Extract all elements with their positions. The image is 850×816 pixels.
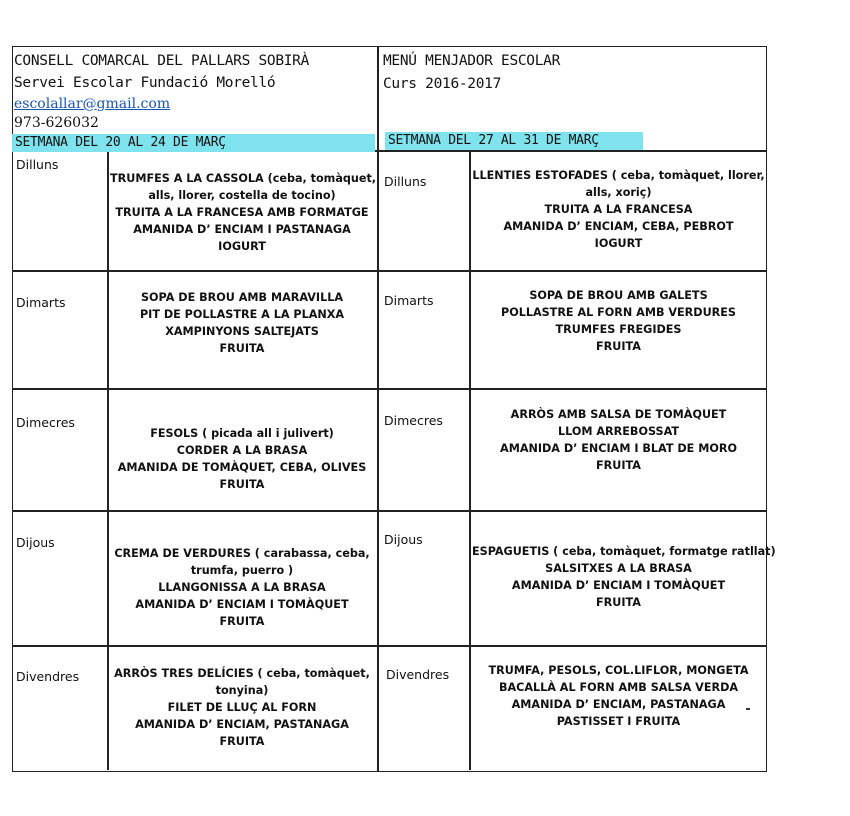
menu-item: TRUMFA, PESOLS, COL.LIFLOR, MONGETA [488, 664, 749, 677]
menu-item: SOPA DE BROU AMB MARAVILLA [140, 291, 343, 304]
menu-item: LLANGONISSA A LA BRASA [158, 581, 326, 594]
menu-title: MENÚ MENJADOR ESCOLAR [383, 53, 561, 69]
row-divider-4 [12, 645, 767, 647]
right-day-column-divider [469, 150, 471, 770]
menu-item: TRUMFES FREGIDES [555, 323, 682, 336]
week1-dilluns-day: Dilluns [16, 157, 59, 172]
menu-item: AMANIDA D’ ENCIAM I BLAT DE MORO [500, 442, 737, 455]
menu-item: XAMPINYONS SALTEJATS [165, 325, 319, 338]
menu-item: AMANIDA D’ ENCIAM, PASTANAGA [511, 698, 726, 711]
row-divider-1 [12, 270, 767, 272]
menu-item: SALSITXES A LA BRASA [545, 562, 692, 575]
menu-item: PASTISSET I FRUITA [556, 715, 681, 728]
menu-item: LLENTIES ESTOFADES ( ceba, tomàquet, llorer, [472, 169, 765, 182]
menu-item: FRUITA [219, 478, 265, 491]
menu-item: FRUITA [596, 459, 641, 472]
menu-item: AMANIDA D’ ENCIAM I PASTANAGA [133, 223, 351, 236]
week1-dimarts-menu [110, 289, 374, 357]
week1-divendres-day: Divendres [16, 669, 80, 684]
menu-item: LLOM ARREBOSSAT [558, 425, 679, 438]
menu-item: FRUITA [596, 340, 641, 353]
menu-item: SOPA DE BROU AMB GALETS [529, 289, 708, 302]
center-divider [377, 46, 379, 772]
menu-item: ARRÒS TRES DELÍCIES ( ceba, tomàquet, [114, 667, 370, 680]
menu-item: FRUITA [596, 596, 641, 609]
week2-divendres-menu [472, 662, 765, 730]
school-service-title: Servei Escolar Fundació Morelló [14, 75, 276, 91]
menu-item: POLLASTRE AL FORN AMB VERDURES [501, 306, 736, 319]
menu-item: FESOLS ( picada all i julivert) [150, 427, 334, 440]
menu-item: AMANIDA D’ ENCIAM, PASTANAGA [135, 718, 349, 731]
menu-item: CORDER A LA BRASA [176, 444, 308, 457]
menu-item: AMANIDA D’ ENCIAM I TOMÀQUET [135, 598, 349, 611]
school-year: Curs 2016-2017 [383, 76, 502, 92]
week2-divendres-day: Divendres [386, 667, 450, 682]
menu-item: AMANIDA D’ ENCIAM I TOMÀQUET [511, 579, 726, 592]
week1-dimecres-menu [110, 425, 374, 493]
menu-item: IOGURT [594, 237, 643, 250]
week2-dimecres-day: Dimecres [384, 413, 443, 428]
menu-item: AMANIDA DE TOMÀQUET, CEBA, OLIVES [117, 461, 367, 474]
menu-item: trumfa, puerro ) [190, 564, 294, 577]
menu-item: BACALLÀ AL FORN AMB SALSA VERDA [498, 681, 739, 694]
menu-item: FRUITA [219, 615, 265, 628]
menu-item: ARRÒS AMB SALSA DE TOMÀQUET [510, 408, 727, 421]
week1-divendres-menu [110, 665, 374, 750]
week1-dijous-day: Dijous [16, 535, 55, 550]
menu-item: TRUMFES A LA CASSOLA (ceba, tomàquet, [110, 172, 377, 185]
menu-item: PIT DE POLLASTRE A LA PLANXA [139, 308, 345, 321]
menu-item: FRUITA [219, 342, 265, 355]
week2-dijous-day: Dijous [384, 532, 423, 547]
contact-email[interactable]: escolallar@gmail.com [14, 96, 171, 112]
menu-item: CREMA DE VERDURES ( carabassa, ceba, [114, 547, 370, 560]
week2-dijous-menu [472, 543, 776, 611]
menu-item: IOGURT [218, 240, 266, 253]
menu-item: ESPAGUETIS ( ceba, tomàquet, formatge ratllat) [472, 545, 776, 558]
week2-dimecres-menu [472, 406, 765, 474]
menu-item: tonyina) [215, 684, 269, 697]
menu-item: TRUITA A LA FRANCESA AMB FORMATGE [115, 206, 369, 219]
week-2-label: SETMANA DEL 27 AL 31 DE MARÇ [385, 132, 643, 150]
left-day-column-divider [107, 150, 109, 770]
menu-item: TRUITA A LA FRANCESA [544, 203, 693, 216]
week2-dimarts-menu [472, 287, 765, 355]
menu-item: FILET DE LLUÇ AL FORN [167, 701, 317, 714]
council-title: CONSELL COMARCAL DEL PALLARS SOBIRÀ [14, 53, 310, 69]
week2-dimarts-day: Dimarts [384, 293, 434, 308]
week1-dilluns-menu [110, 170, 377, 255]
row-divider-2 [12, 388, 767, 390]
stray-mark [746, 708, 750, 710]
menu-item: FRUITA [219, 735, 265, 748]
contact-phone: 973-626032 [14, 115, 99, 131]
week2-dilluns-menu [472, 167, 765, 252]
menu-item: alls, llorer, costella de tocino) [148, 189, 336, 202]
week-1-label: SETMANA DEL 20 AL 24 DE MARÇ [12, 134, 375, 152]
week1-dimecres-day: Dimecres [16, 415, 75, 430]
menu-item: alls, xoriç) [585, 186, 652, 199]
week2-dilluns-day: Dilluns [384, 174, 427, 189]
menu-item: AMANIDA D’ ENCIAM, CEBA, PEBROT [503, 220, 734, 233]
week1-dimarts-day: Dimarts [16, 295, 66, 310]
week1-dijous-menu [110, 545, 374, 630]
row-divider-3 [12, 510, 767, 512]
